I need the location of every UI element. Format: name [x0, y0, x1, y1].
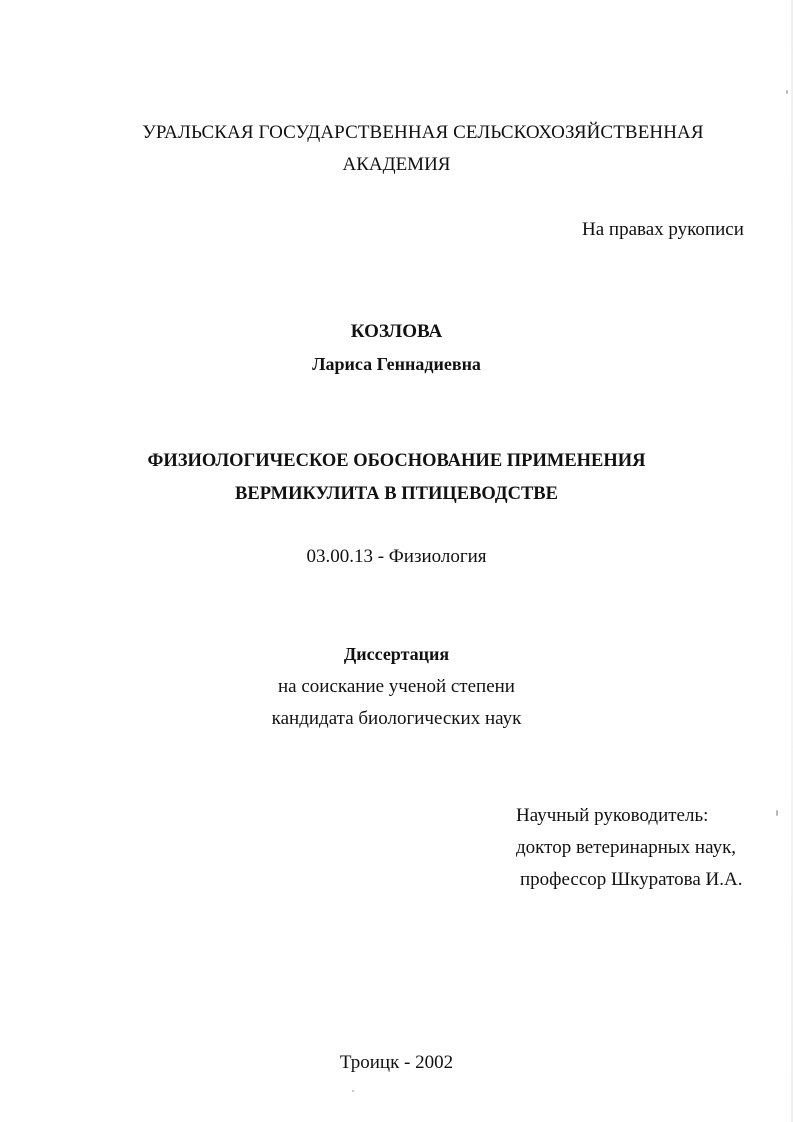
manuscript-note: На правах рукописи — [582, 219, 744, 240]
degree-line-1: на соискание ученой степени — [278, 676, 515, 697]
author-name: Лариса Геннадиевна — [312, 354, 481, 374]
thesis-title-line-2: ВЕРМИКУЛИТА В ПТИЦЕВОДСТВЕ — [235, 484, 558, 504]
scan-speck — [786, 90, 788, 94]
scan-speck — [776, 810, 778, 816]
place-and-year: Троицк - 2002 — [339, 1052, 454, 1073]
dissertation-heading: Диссертация — [343, 644, 450, 664]
supervisor-label: Научный руководитель: — [516, 805, 709, 826]
author-surname: КОЗЛОВА — [350, 321, 443, 342]
institution-line-2: АКАДЕМИЯ — [342, 154, 451, 175]
specialty-code: 03.00.13 - Физиология — [306, 546, 487, 567]
supervisor-name: профессор Шкуратова И.А. — [520, 869, 743, 890]
institution-line-1: УРАЛЬСКАЯ ГОСУДАРСТВЕННАЯ СЕЛЬСКОХОЗЯЙСТВЕННАЯ — [142, 122, 704, 143]
degree-line-2: кандидата биологических наук — [271, 708, 522, 729]
thesis-title-line-1: ФИЗИОЛОГИЧЕСКОЕ ОБОСНОВАНИЕ ПРИМЕНЕНИЯ — [147, 451, 646, 471]
supervisor-degree: доктор ветеринарных наук, — [516, 837, 737, 858]
scan-speck — [352, 1090, 354, 1092]
